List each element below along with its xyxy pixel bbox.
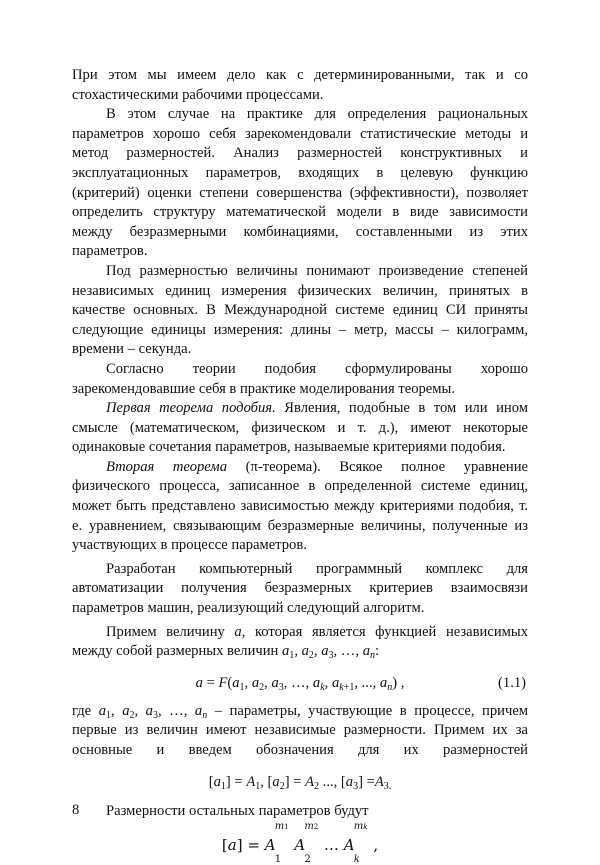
dimension-formula: [a] = A 1 m1 A 2 m2 … A k mk ,	[221, 820, 379, 865]
equation-number: (1.1)	[498, 674, 526, 691]
quantity-text-start: Примем величину	[106, 623, 235, 640]
first-theorem-text: Явления, подобные в том или ином смысле (математическом, физическом и т. д.), имеют некоторые одинаковые сочетания параметров, называемые критериями подобия.	[72, 400, 528, 456]
paragraph-remaining: Размерности остальных параметров будут	[106, 803, 369, 820]
second-theorem-text: (π-теорема). Всякое полное уравнение физического процесса, записанное в определенной системе единиц, может быть представлено зависимостью между критериями подобия, т. е. уравнением, связывающим безразмерные величины, полученные из участвующих в процессе параметров.	[72, 458, 528, 554]
paragraph-quantity: Примем величину a, которая является функцией независимых между собой размерных величин $a_1$, $a_2$, $a_3$, …, $a_n$:	[72, 623, 528, 662]
parameters-text-rest: – параметры, участвующие в процессе, причем первые из величин имеют независимые размерности. Примем их за основные и введем обозначения для их размерностей	[72, 702, 529, 758]
paragraph-1: При этом мы имеем дело как с детерминированными, так и со стохастическими рабочими процессами.	[72, 67, 528, 103]
paragraph-4: Согласно теории подобия сформулированы хорошо зарекомендовавшие себя в практике моделирования теоремы.	[72, 360, 528, 397]
page-body	[72, 66, 529, 865]
quantity-text-mid: , которая является функцией независимых между собой размерных величин	[72, 623, 528, 660]
paragraph-first-theorem	[72, 399, 528, 458]
paragraph-software: Разработан компьютерный программный комплекс для автоматизации получения безразмерных критериев взаимосвязи параметров машин, реализующий следующий алгоритм.	[72, 560, 528, 617]
paragraph-2: В этом случае на практике для определения рациональных параметров хорошо себя зарекомендовали статистические методы и метод размерностей. Анализ размерностей конструктивных и эксплуатационных параметров, входящих в целевую функцию (критерий) оценки степени совершенства (эффективности), позволяет определить структуру математической модели в виде зависимости между безразмерными комбинациями, составленными из этих параметров.	[72, 106, 528, 260]
equation-expression: $a = F(a_1$, $a_2$, $a_3$, …, $a_k$, $a_{k+1}$, ..., $a_n$) ,	[195, 674, 405, 693]
second-theorem-title: Вторая теорема	[106, 458, 228, 475]
paragraph-second-theorem	[72, 458, 528, 556]
paragraph-parameters: где $a_1$, $a_2$, $a_3$, …, $a_n$ – параметры, участвующие в процессе, причем первые из величин имеют независимые размерности. Примем их за основные и введем обозначения для их размерностей	[72, 702, 529, 758]
page-number: 8	[72, 802, 80, 818]
parameters-text-start: где	[72, 702, 99, 719]
equation-1-1	[72, 674, 528, 694]
paragraph-3: Под размерностью величины понимают произведение степеней независимых единиц измерения физических величин, принятых в качестве основных. В Международной системе единиц СИ приняты следующие единицы измерения: длины – метр, массы – килограмм, времени – секунда.	[72, 262, 528, 358]
first-theorem-title: Первая теорема подобия.	[106, 400, 276, 417]
dimension-definitions: $[a_1] = A_1$, $[a_2] = A_2$ ..., $[a_3] =A_{3.}$	[208, 773, 392, 792]
